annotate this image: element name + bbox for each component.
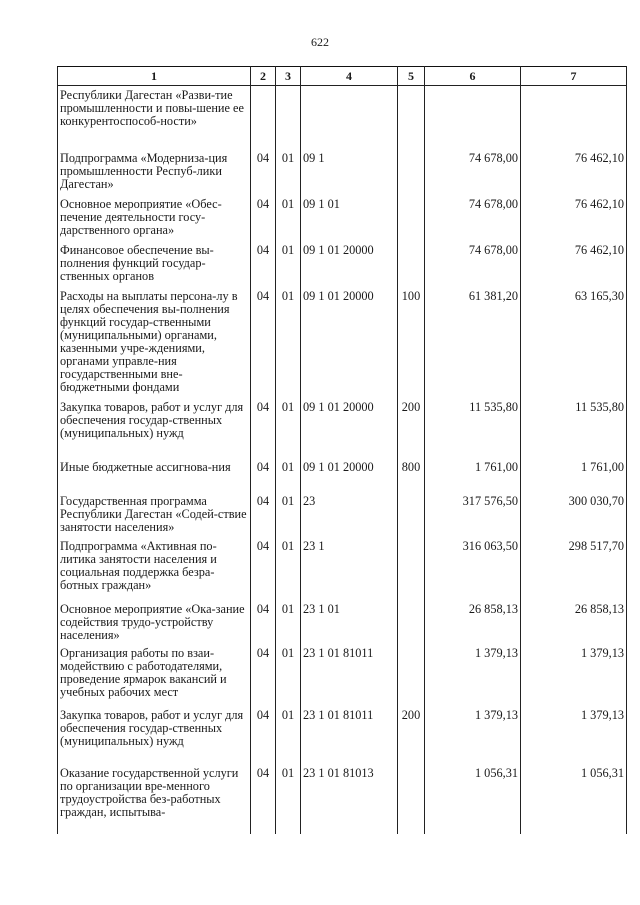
row-target-article-cell: 23 1 01 bbox=[301, 600, 398, 644]
header-col-4: 4 bbox=[301, 67, 398, 86]
row-target-article-cell: 09 1 bbox=[301, 149, 398, 195]
row-amount-year2-cell: 76 462,10 bbox=[521, 195, 627, 241]
row-name-cell: Организация работы по взаи-модействию с работодателями, проведение ярмарок вакансий и учебных рабочих мест bbox=[58, 644, 251, 706]
row-section-cell: 04 bbox=[251, 195, 276, 241]
table-row bbox=[58, 241, 627, 287]
row-amount-year1-cell: 74 678,00 bbox=[425, 241, 521, 287]
header-col-6: 6 bbox=[425, 67, 521, 86]
row-name-cell: Основное мероприятие «Ока-зание содействия трудо-устройству населения» bbox=[58, 600, 251, 644]
table-header-row bbox=[58, 67, 627, 86]
row-amount-year1-cell: 1 056,31 bbox=[425, 764, 521, 834]
row-name-cell: Оказание государственной услуги по организации вре-менного трудоустройства без-работных граждан, испытыва- bbox=[58, 764, 251, 834]
row-section-cell: 04 bbox=[251, 458, 276, 492]
table-row bbox=[58, 287, 627, 398]
row-section-cell bbox=[251, 86, 276, 149]
row-target-article-cell: 09 1 01 20000 bbox=[301, 241, 398, 287]
row-subsection-cell: 01 bbox=[276, 287, 301, 398]
header-col-7: 7 bbox=[521, 67, 627, 86]
row-amount-year1-cell: 1 761,00 bbox=[425, 458, 521, 492]
row-subsection-cell: 01 bbox=[276, 537, 301, 600]
row-target-article-cell: 09 1 01 20000 bbox=[301, 398, 398, 458]
row-target-article-cell: 23 1 01 81011 bbox=[301, 706, 398, 764]
row-amount-year2-cell: 76 462,10 bbox=[521, 149, 627, 195]
row-name-cell: Подпрограмма «Активная по-литика занятости населения и социальная поддержка безра-ботных граждан» bbox=[58, 537, 251, 600]
row-amount-year2-cell: 1 379,13 bbox=[521, 644, 627, 706]
row-subsection-cell: 01 bbox=[276, 764, 301, 834]
row-amount-year2-cell: 300 030,70 bbox=[521, 492, 627, 537]
row-expense-type-cell: 200 bbox=[398, 706, 425, 764]
row-subsection-cell: 01 bbox=[276, 398, 301, 458]
table-row bbox=[58, 706, 627, 764]
row-section-cell: 04 bbox=[251, 537, 276, 600]
row-amount-year2-cell: 63 165,30 bbox=[521, 287, 627, 398]
row-subsection-cell: 01 bbox=[276, 492, 301, 537]
row-expense-type-cell bbox=[398, 644, 425, 706]
table-body bbox=[58, 86, 627, 834]
row-amount-year2-cell: 298 517,70 bbox=[521, 537, 627, 600]
row-subsection-cell: 01 bbox=[276, 706, 301, 764]
table-row bbox=[58, 600, 627, 644]
row-name-cell: Финансовое обеспечение вы-полнения функций государ-ственных органов bbox=[58, 241, 251, 287]
row-amount-year1-cell: 317 576,50 bbox=[425, 492, 521, 537]
row-subsection-cell: 01 bbox=[276, 149, 301, 195]
row-section-cell: 04 bbox=[251, 241, 276, 287]
row-section-cell: 04 bbox=[251, 764, 276, 834]
row-target-article-cell: 09 1 01 bbox=[301, 195, 398, 241]
row-amount-year1-cell: 26 858,13 bbox=[425, 600, 521, 644]
row-amount-year2-cell: 1 379,13 bbox=[521, 706, 627, 764]
row-name-cell: Подпрограмма «Модерниза-ция промышленности Респуб-лики Дагестан» bbox=[58, 149, 251, 195]
row-subsection-cell: 01 bbox=[276, 195, 301, 241]
table-row bbox=[58, 537, 627, 600]
row-section-cell: 04 bbox=[251, 600, 276, 644]
row-expense-type-cell: 800 bbox=[398, 458, 425, 492]
row-amount-year2-cell: 76 462,10 bbox=[521, 241, 627, 287]
budget-table-container bbox=[57, 66, 626, 905]
table-row bbox=[58, 458, 627, 492]
row-amount-year2-cell: 1 761,00 bbox=[521, 458, 627, 492]
row-target-article-cell: 23 1 01 81011 bbox=[301, 644, 398, 706]
row-expense-type-cell bbox=[398, 537, 425, 600]
row-expense-type-cell bbox=[398, 492, 425, 537]
row-expense-type-cell: 100 bbox=[398, 287, 425, 398]
row-amount-year2-cell: 11 535,80 bbox=[521, 398, 627, 458]
budget-table bbox=[57, 66, 627, 834]
row-amount-year1-cell: 316 063,50 bbox=[425, 537, 521, 600]
page-number: 622 bbox=[311, 35, 329, 49]
row-expense-type-cell bbox=[398, 86, 425, 149]
row-amount-year2-cell: 26 858,13 bbox=[521, 600, 627, 644]
table-row bbox=[58, 492, 627, 537]
row-name-cell: Республики Дагестан «Разви-тие промышленности и повы-шение ее конкурентоспособ-ности» bbox=[58, 86, 251, 149]
row-name-cell: Иные бюджетные ассигнова-ния bbox=[58, 458, 251, 492]
row-amount-year1-cell: 1 379,13 bbox=[425, 644, 521, 706]
table-row bbox=[58, 149, 627, 195]
header-col-3: 3 bbox=[276, 67, 301, 86]
row-name-cell: Основное мероприятие «Обес-печение деятельности госу-дарственного органа» bbox=[58, 195, 251, 241]
row-target-article-cell: 09 1 01 20000 bbox=[301, 458, 398, 492]
row-name-cell: Расходы на выплаты персона-лу в целях обеспечения вы-полнения функций государ-ственными (муниципальными) органами, казенными учре-ждениями, органами управле-ния государственными вне-бюджетными фондами bbox=[58, 287, 251, 398]
row-amount-year1-cell: 1 379,13 bbox=[425, 706, 521, 764]
row-amount-year1-cell: 61 381,20 bbox=[425, 287, 521, 398]
row-name-cell: Закупка товаров, работ и услуг для обеспечения государ-ственных (муниципальных) нужд bbox=[58, 706, 251, 764]
header-col-5: 5 bbox=[398, 67, 425, 86]
row-target-article-cell: 23 1 01 81013 bbox=[301, 764, 398, 834]
row-amount-year1-cell bbox=[425, 86, 521, 149]
row-section-cell: 04 bbox=[251, 287, 276, 398]
row-expense-type-cell bbox=[398, 600, 425, 644]
row-section-cell: 04 bbox=[251, 706, 276, 764]
row-amount-year1-cell: 74 678,00 bbox=[425, 149, 521, 195]
row-target-article-cell bbox=[301, 86, 398, 149]
row-subsection-cell: 01 bbox=[276, 241, 301, 287]
row-section-cell: 04 bbox=[251, 398, 276, 458]
row-expense-type-cell bbox=[398, 764, 425, 834]
row-section-cell: 04 bbox=[251, 644, 276, 706]
row-subsection-cell: 01 bbox=[276, 458, 301, 492]
row-target-article-cell: 23 1 bbox=[301, 537, 398, 600]
row-expense-type-cell: 200 bbox=[398, 398, 425, 458]
table-row bbox=[58, 764, 627, 834]
row-subsection-cell: 01 bbox=[276, 644, 301, 706]
row-expense-type-cell bbox=[398, 195, 425, 241]
row-section-cell: 04 bbox=[251, 149, 276, 195]
row-amount-year2-cell: 1 056,31 bbox=[521, 764, 627, 834]
table-row bbox=[58, 644, 627, 706]
row-target-article-cell: 09 1 01 20000 bbox=[301, 287, 398, 398]
row-amount-year1-cell: 11 535,80 bbox=[425, 398, 521, 458]
table-row bbox=[58, 86, 627, 149]
row-expense-type-cell bbox=[398, 241, 425, 287]
table-row bbox=[58, 398, 627, 458]
header-col-1: 1 bbox=[58, 67, 251, 86]
row-amount-year2-cell bbox=[521, 86, 627, 149]
row-name-cell: Закупка товаров, работ и услуг для обеспечения государ-ственных (муниципальных) нужд bbox=[58, 398, 251, 458]
table-row bbox=[58, 195, 627, 241]
header-col-2: 2 bbox=[251, 67, 276, 86]
row-target-article-cell: 23 bbox=[301, 492, 398, 537]
row-name-cell: Государственная программа Республики Дагестан «Содей-ствие занятости населения» bbox=[58, 492, 251, 537]
row-section-cell: 04 bbox=[251, 492, 276, 537]
row-subsection-cell bbox=[276, 86, 301, 149]
row-subsection-cell: 01 bbox=[276, 600, 301, 644]
row-expense-type-cell bbox=[398, 149, 425, 195]
row-amount-year1-cell: 74 678,00 bbox=[425, 195, 521, 241]
